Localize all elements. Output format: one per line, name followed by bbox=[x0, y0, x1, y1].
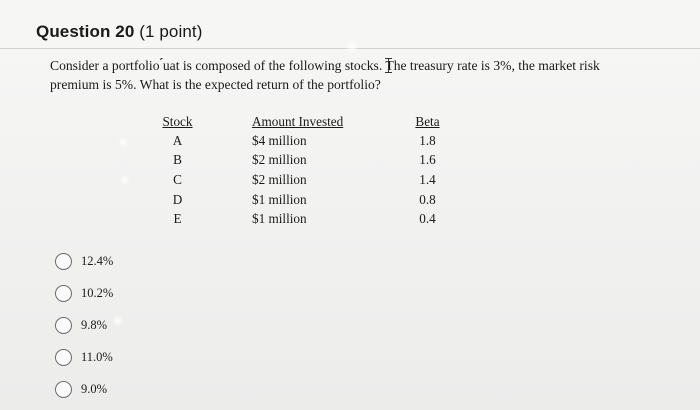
stock-cell: A bbox=[172, 132, 183, 148]
text-cursor-icon bbox=[388, 58, 395, 73]
answer-label: 9.8% bbox=[81, 317, 108, 332]
answer-option-4[interactable] bbox=[55, 346, 205, 368]
stock-cell: B bbox=[173, 152, 182, 168]
header-amount-invested: Amount Invested bbox=[252, 113, 344, 129]
question-number: Question 20 bbox=[36, 22, 135, 41]
radio-button[interactable] bbox=[55, 349, 72, 366]
table-row bbox=[155, 170, 450, 190]
answer-option-2[interactable] bbox=[55, 282, 205, 304]
answer-option-5[interactable] bbox=[55, 378, 205, 400]
table-header-row bbox=[155, 111, 450, 131]
question-text: Consider a portfolio ́́uat is composed of the following stocks. The treasury rate is 3%, the market risk premium is 5%. What is the expected return of the portfolio? bbox=[50, 58, 600, 92]
beta-cell: 1.4 bbox=[419, 171, 436, 187]
answer-label: 9.0% bbox=[81, 381, 108, 396]
beta-cell: 0.8 bbox=[419, 191, 436, 207]
radio-button[interactable] bbox=[55, 253, 72, 270]
header-stock: Stock bbox=[162, 113, 193, 129]
beta-cell: 1.8 bbox=[419, 132, 436, 148]
question-points: (1 point) bbox=[139, 22, 203, 41]
table-row bbox=[155, 131, 450, 151]
answer-label: 11.0% bbox=[81, 349, 113, 364]
screen-glare bbox=[112, 315, 124, 327]
answer-option-1[interactable] bbox=[55, 250, 205, 272]
answer-label: 10.2% bbox=[81, 285, 114, 300]
amount-cell: $1 million bbox=[252, 191, 307, 207]
radio-button[interactable] bbox=[55, 317, 72, 334]
screen-glare bbox=[118, 137, 128, 147]
radio-button[interactable] bbox=[55, 381, 72, 398]
screen-glare bbox=[120, 175, 130, 185]
beta-cell: 1.6 bbox=[419, 152, 436, 168]
table-row bbox=[155, 151, 450, 171]
amount-cell: $1 million bbox=[252, 211, 307, 227]
stocks-table bbox=[155, 111, 450, 229]
answer-label: 12.4% bbox=[81, 253, 114, 268]
question-title bbox=[36, 22, 203, 42]
stock-cell: C bbox=[173, 171, 182, 187]
table-row bbox=[155, 190, 450, 210]
stock-cell: D bbox=[172, 191, 183, 207]
screen-glare bbox=[345, 40, 359, 54]
amount-cell: $4 million bbox=[252, 132, 307, 148]
header-beta: Beta bbox=[415, 113, 440, 129]
beta-cell: 0.4 bbox=[419, 211, 436, 227]
table-row bbox=[155, 209, 450, 229]
amount-cell: $2 million bbox=[252, 152, 307, 168]
amount-cell: $2 million bbox=[252, 171, 307, 187]
stock-cell: E bbox=[173, 211, 182, 227]
answer-option-3[interactable] bbox=[55, 314, 205, 336]
radio-button[interactable] bbox=[55, 285, 72, 302]
